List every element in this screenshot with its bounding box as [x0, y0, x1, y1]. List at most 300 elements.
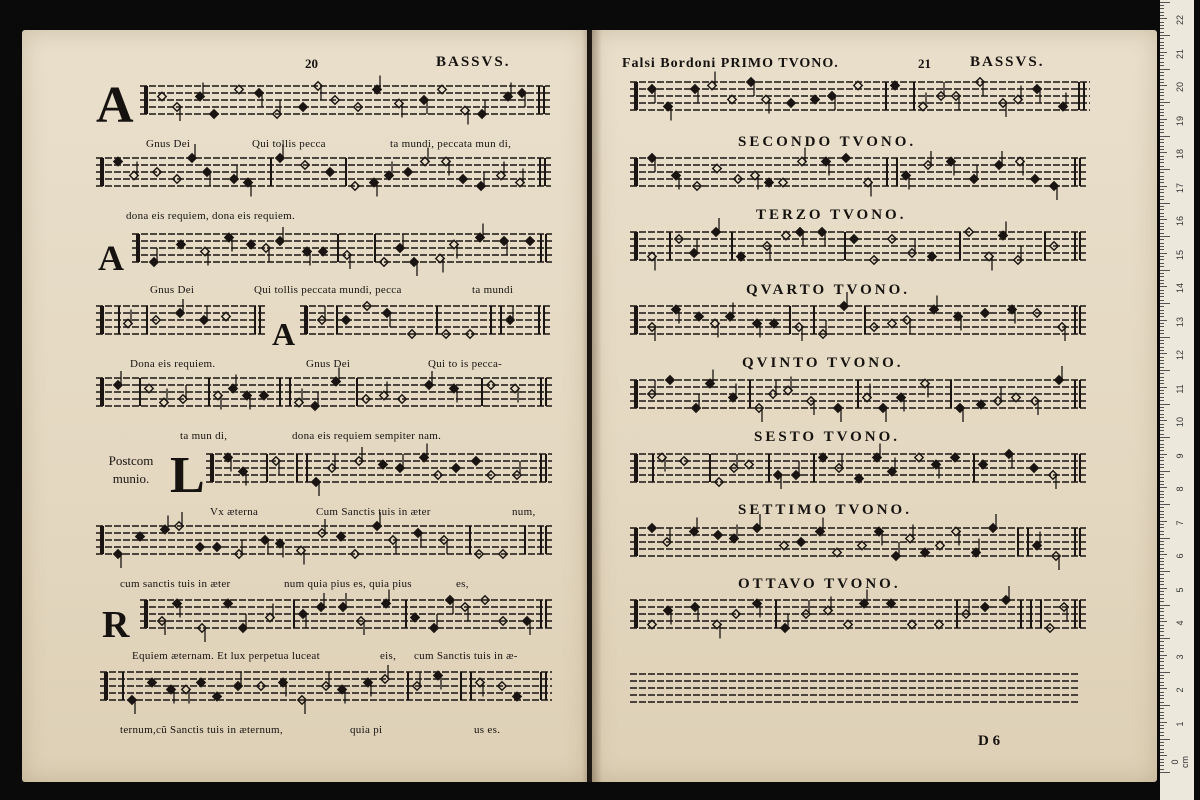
- ruler-tick: [1160, 504, 1170, 505]
- ruler-label: 7: [1175, 520, 1185, 526]
- music-staff: [630, 302, 1086, 344]
- ruler-minor-tick: [1160, 383, 1164, 384]
- ruler-minor-tick: [1160, 263, 1164, 264]
- ruler-minor-tick: [1160, 152, 1167, 153]
- ruler-tick: [1160, 136, 1170, 137]
- tone-heading: QVARTO TVONO.: [746, 282, 911, 298]
- ruler-minor-tick: [1160, 122, 1164, 123]
- ruler-minor-tick: [1160, 45, 1164, 46]
- ruler-minor-tick: [1160, 591, 1164, 592]
- ruler-minor-tick: [1160, 213, 1164, 214]
- ruler-minor-tick: [1160, 72, 1164, 73]
- ruler-minor-tick: [1160, 544, 1164, 545]
- ruler-label: 1: [1175, 721, 1185, 727]
- music-staff: [630, 524, 1086, 566]
- ruler-minor-tick: [1160, 578, 1164, 579]
- ruler-minor-tick: [1160, 397, 1164, 398]
- lyric-text: eis,: [380, 650, 397, 662]
- ruler-minor-tick: [1160, 296, 1164, 297]
- ruler-minor-tick: [1160, 28, 1164, 29]
- page-number-left: 20: [305, 56, 318, 71]
- ruler-minor-tick: [1160, 226, 1164, 227]
- ruler-label: 19: [1175, 115, 1185, 126]
- ruler-minor-tick: [1160, 551, 1164, 552]
- ruler-minor-tick: [1160, 380, 1164, 381]
- ruler-minor-tick: [1160, 373, 1164, 374]
- ruler-minor-tick: [1160, 219, 1167, 220]
- ruler-minor-tick: [1160, 749, 1164, 750]
- ruler-minor-tick: [1160, 755, 1167, 756]
- ruler-label: 8: [1175, 486, 1185, 492]
- ruler-minor-tick: [1160, 407, 1164, 408]
- ruler-tick: [1160, 672, 1170, 673]
- lyric-text: ta mundi, peccata mun di,: [390, 138, 512, 150]
- music-staff: [96, 154, 551, 196]
- ruler-minor-tick: [1160, 189, 1164, 190]
- ruler-minor-tick: [1160, 427, 1164, 428]
- ruler-minor-tick: [1160, 708, 1164, 709]
- ruler-minor-tick: [1160, 474, 1164, 475]
- lyric-text: ta mundi: [472, 284, 514, 296]
- lyric-text: es,: [456, 578, 469, 590]
- ruler-tick: [1160, 303, 1170, 304]
- ruler-minor-tick: [1160, 678, 1164, 679]
- ruler-label: 20: [1175, 82, 1185, 93]
- ruler-minor-tick: [1160, 55, 1164, 56]
- music-staff: [630, 228, 1086, 270]
- ruler-tick: [1160, 337, 1170, 338]
- ruler-minor-tick: [1160, 246, 1164, 247]
- ruler-minor-tick: [1160, 146, 1164, 147]
- ruler-minor-tick: [1160, 601, 1164, 602]
- ruler-minor-tick: [1160, 628, 1164, 629]
- ruler-minor-tick: [1160, 554, 1167, 555]
- ruler-minor-tick: [1160, 58, 1164, 59]
- ruler-minor-tick: [1160, 685, 1164, 686]
- lyric-text: num,: [512, 506, 536, 518]
- music-staff: [96, 522, 552, 564]
- ruler-minor-tick: [1160, 62, 1164, 63]
- ruler-minor-tick: [1160, 548, 1164, 549]
- ruler-minor-tick: [1160, 481, 1164, 482]
- ruler-tick: [1160, 102, 1170, 103]
- ruler-minor-tick: [1160, 477, 1164, 478]
- ruler-label: 4: [1175, 620, 1185, 626]
- music-staff: [630, 670, 1080, 712]
- ruler-minor-tick: [1160, 48, 1164, 49]
- running-head-left: BASSVS.: [436, 54, 511, 70]
- ruler-minor-tick: [1160, 534, 1164, 535]
- lyric-text: Gnus Dei: [146, 138, 191, 150]
- lyric-text: ta mun di,: [180, 430, 228, 442]
- ruler-minor-tick: [1160, 25, 1164, 26]
- ruler-minor-tick: [1160, 249, 1164, 250]
- measurement-ruler: [1160, 0, 1194, 800]
- ruler-minor-tick: [1160, 300, 1164, 301]
- running-head-right: BASSVS.: [970, 54, 1045, 70]
- ruler-minor-tick: [1160, 420, 1167, 421]
- music-staff: [630, 376, 1086, 418]
- ruler-minor-tick: [1160, 581, 1164, 582]
- ruler-minor-tick: [1160, 521, 1167, 522]
- ruler-minor-tick: [1160, 119, 1167, 120]
- ruler-minor-tick: [1160, 447, 1164, 448]
- lyric-text: cum Sanctis tuis in æ-: [414, 650, 518, 662]
- ruler-minor-tick: [1160, 166, 1164, 167]
- ruler-minor-tick: [1160, 229, 1164, 230]
- ruler-minor-tick: [1160, 38, 1164, 39]
- ruler-minor-tick: [1160, 390, 1164, 391]
- ruler-minor-tick: [1160, 186, 1167, 187]
- lyric-text: dona eis requiem sempiter nam.: [292, 430, 442, 442]
- ruler-minor-tick: [1160, 182, 1164, 183]
- ruler-label: 9: [1175, 453, 1185, 459]
- ruler-minor-tick: [1160, 286, 1167, 287]
- ruler-minor-tick: [1160, 172, 1164, 173]
- ruler-minor-tick: [1160, 598, 1164, 599]
- ruler-minor-tick: [1160, 497, 1164, 498]
- ruler-minor-tick: [1160, 179, 1164, 180]
- ruler-minor-tick: [1160, 625, 1164, 626]
- ruler-minor-tick: [1160, 18, 1167, 19]
- ruler-minor-tick: [1160, 326, 1164, 327]
- lyric-text: Gnus Dei: [150, 284, 195, 296]
- ruler-minor-tick: [1160, 722, 1167, 723]
- ruler-minor-tick: [1160, 661, 1164, 662]
- ruler-minor-tick: [1160, 82, 1164, 83]
- ruler-minor-tick: [1160, 280, 1164, 281]
- ruler-tick: [1160, 35, 1170, 36]
- music-staff: [96, 302, 266, 344]
- ruler-minor-tick: [1160, 487, 1167, 488]
- ruler-minor-tick: [1160, 239, 1164, 240]
- lyric-text: cum sanctis tuis in æter: [120, 578, 231, 590]
- ruler-minor-tick: [1160, 531, 1164, 532]
- lyric-text: Vx æterna: [210, 506, 259, 518]
- ruler-tick: [1160, 605, 1170, 606]
- lyric-text: Cum Sanctis tuis in æter: [316, 506, 431, 518]
- ruler-minor-tick: [1160, 594, 1164, 595]
- ruler-minor-tick: [1160, 357, 1164, 358]
- ruler-tick: [1160, 69, 1170, 70]
- ruler-minor-tick: [1160, 645, 1164, 646]
- ruler-minor-tick: [1160, 253, 1167, 254]
- ruler-minor-tick: [1160, 588, 1167, 589]
- tone-heading: TERZO TVONO.: [756, 207, 907, 223]
- ruler-minor-tick: [1160, 641, 1164, 642]
- ruler-minor-tick: [1160, 702, 1164, 703]
- ruler-minor-tick: [1160, 735, 1164, 736]
- ruler-minor-tick: [1160, 320, 1167, 321]
- ruler-minor-tick: [1160, 732, 1164, 733]
- ruler-minor-tick: [1160, 353, 1167, 354]
- ruler-label: 22: [1175, 15, 1185, 26]
- ruler-tick: [1160, 236, 1170, 237]
- ruler-minor-tick: [1160, 92, 1164, 93]
- initial-letter: A: [272, 316, 296, 352]
- ruler-minor-tick: [1160, 450, 1164, 451]
- ruler-minor-tick: [1160, 584, 1164, 585]
- ruler-minor-tick: [1160, 460, 1164, 461]
- ruler-minor-tick: [1160, 417, 1164, 418]
- ruler-minor-tick: [1160, 196, 1164, 197]
- ruler-tick: [1160, 370, 1170, 371]
- ruler-minor-tick: [1160, 507, 1164, 508]
- ruler-minor-tick: [1160, 216, 1164, 217]
- ruler-minor-tick: [1160, 712, 1164, 713]
- ruler-label: 3: [1175, 654, 1185, 660]
- lyric-text: ternum,cũ Sanctis tuis in æternum,: [120, 724, 283, 736]
- ruler-tick: [1160, 705, 1170, 706]
- ruler-minor-tick: [1160, 12, 1164, 13]
- ruler-minor-tick: [1160, 5, 1164, 6]
- ruler-tick: [1160, 471, 1170, 472]
- ruler-minor-tick: [1160, 290, 1164, 291]
- ruler-tick: [1160, 2, 1170, 3]
- ruler-minor-tick: [1160, 621, 1167, 622]
- ruler-minor-tick: [1160, 514, 1164, 515]
- ruler-tick: [1160, 404, 1170, 405]
- ruler-minor-tick: [1160, 159, 1164, 160]
- ruler-minor-tick: [1160, 444, 1164, 445]
- ruler-minor-tick: [1160, 524, 1164, 525]
- ruler-minor-tick: [1160, 655, 1167, 656]
- ruler-minor-tick: [1160, 223, 1164, 224]
- ruler-minor-tick: [1160, 618, 1164, 619]
- ruler-minor-tick: [1160, 454, 1167, 455]
- music-staff: [300, 302, 550, 344]
- ruler-minor-tick: [1160, 574, 1164, 575]
- ruler-minor-tick: [1160, 276, 1164, 277]
- lyric-text: Qui tollis peccata mundi, pecca: [254, 284, 402, 296]
- music-staff: [96, 374, 552, 416]
- lyric-text: Gnus Dei: [306, 358, 351, 370]
- ruler-minor-tick: [1160, 611, 1164, 612]
- ruler-minor-tick: [1160, 651, 1164, 652]
- lyric-text: quia pi: [350, 724, 383, 736]
- ruler-minor-tick: [1160, 393, 1164, 394]
- ruler-minor-tick: [1160, 259, 1164, 260]
- ruler-minor-tick: [1160, 105, 1164, 106]
- ruler-minor-tick: [1160, 109, 1164, 110]
- ruler-minor-tick: [1160, 206, 1164, 207]
- ruler-minor-tick: [1160, 484, 1164, 485]
- ruler-minor-tick: [1160, 692, 1164, 693]
- ruler-minor-tick: [1160, 125, 1164, 126]
- ruler-minor-tick: [1160, 323, 1164, 324]
- lyric-text: num quia pius es, quia pius: [284, 578, 412, 590]
- ruler-minor-tick: [1160, 42, 1164, 43]
- ruler-minor-tick: [1160, 32, 1164, 33]
- ruler-minor-tick: [1160, 360, 1164, 361]
- ruler-minor-tick: [1160, 631, 1164, 632]
- ruler-tick: [1160, 571, 1170, 572]
- ruler-minor-tick: [1160, 517, 1164, 518]
- ruler-minor-tick: [1160, 414, 1164, 415]
- ruler-minor-tick: [1160, 762, 1164, 763]
- ruler-minor-tick: [1160, 675, 1164, 676]
- music-staff: [140, 596, 552, 638]
- music-staff: [140, 82, 550, 124]
- ruler-minor-tick: [1160, 527, 1164, 528]
- tone-heading: SETTIMO TVONO.: [738, 502, 912, 518]
- ruler-minor-tick: [1160, 745, 1164, 746]
- ruler-minor-tick: [1160, 129, 1164, 130]
- ruler-minor-tick: [1160, 95, 1164, 96]
- ruler-minor-tick: [1160, 273, 1164, 274]
- lyric-text: dona eis requiem, dona eis requiem.: [126, 210, 296, 222]
- music-staff: [132, 230, 552, 272]
- ruler-minor-tick: [1160, 8, 1164, 9]
- ruler-tick: [1160, 638, 1170, 639]
- ruler-minor-tick: [1160, 156, 1164, 157]
- ruler-minor-tick: [1160, 243, 1164, 244]
- ruler-minor-tick: [1160, 501, 1164, 502]
- ruler-minor-tick: [1160, 718, 1164, 719]
- ruler-minor-tick: [1160, 363, 1164, 364]
- ruler-minor-tick: [1160, 467, 1164, 468]
- ruler-minor-tick: [1160, 85, 1167, 86]
- ruler-minor-tick: [1160, 769, 1164, 770]
- ruler-minor-tick: [1160, 132, 1164, 133]
- ruler-minor-tick: [1160, 343, 1164, 344]
- ruler-minor-tick: [1160, 283, 1164, 284]
- ruler-minor-tick: [1160, 367, 1164, 368]
- ruler-tick: [1160, 437, 1170, 438]
- lyric-text: Equiem æternam. Et lux perpetua luceat: [132, 650, 320, 662]
- lyric-text: Qui tollis pecca: [252, 138, 326, 150]
- ruler-label: 6: [1175, 553, 1185, 559]
- ruler-minor-tick: [1160, 765, 1164, 766]
- lyric-text: Qui to is pecca-: [428, 358, 503, 370]
- ruler-minor-tick: [1160, 347, 1164, 348]
- ruler-tick: [1160, 772, 1170, 773]
- ruler-minor-tick: [1160, 752, 1164, 753]
- ruler-minor-tick: [1160, 89, 1164, 90]
- tone-heading: QVINTO TVONO.: [742, 355, 904, 371]
- ruler-label: 13: [1175, 316, 1185, 327]
- ruler-minor-tick: [1160, 142, 1164, 143]
- ruler-minor-tick: [1160, 434, 1164, 435]
- ruler-label: 0 cm: [1170, 756, 1190, 768]
- ruler-minor-tick: [1160, 608, 1164, 609]
- ruler-minor-tick: [1160, 79, 1164, 80]
- ruler-tick: [1160, 270, 1170, 271]
- ruler-minor-tick: [1160, 149, 1164, 150]
- ruler-minor-tick: [1160, 316, 1164, 317]
- ruler-minor-tick: [1160, 350, 1164, 351]
- ruler-label: 5: [1175, 587, 1185, 593]
- ruler-tick: [1160, 203, 1170, 204]
- ruler-minor-tick: [1160, 99, 1164, 100]
- ruler-minor-tick: [1160, 668, 1164, 669]
- ruler-minor-tick: [1160, 682, 1164, 683]
- ruler-minor-tick: [1160, 491, 1164, 492]
- ruler-minor-tick: [1160, 494, 1164, 495]
- music-staff: [630, 154, 1086, 196]
- ruler-tick: [1160, 538, 1170, 539]
- ruler-minor-tick: [1160, 377, 1164, 378]
- ruler-label: 12: [1175, 350, 1185, 361]
- ruler-minor-tick: [1160, 293, 1164, 294]
- lyric-text: us es.: [474, 724, 501, 736]
- ruler-minor-tick: [1160, 233, 1164, 234]
- postcommunio-label: Postcom munio.: [108, 453, 154, 486]
- ruler-tick: [1160, 739, 1170, 740]
- ruler-minor-tick: [1160, 313, 1164, 314]
- ruler-minor-tick: [1160, 635, 1164, 636]
- ruler-minor-tick: [1160, 457, 1164, 458]
- ruler-minor-tick: [1160, 658, 1164, 659]
- ruler-label: 15: [1175, 249, 1185, 260]
- ruler-minor-tick: [1160, 306, 1164, 307]
- tone-heading: SECONDO TVONO.: [738, 134, 917, 150]
- ruler-minor-tick: [1160, 112, 1164, 113]
- ruler-minor-tick: [1160, 440, 1164, 441]
- ruler-label: 10: [1175, 417, 1185, 428]
- right-page-header: Falsi Bordoni PRIMO TVONO.: [622, 56, 839, 71]
- ruler-minor-tick: [1160, 695, 1164, 696]
- ruler-label: 2: [1175, 687, 1185, 693]
- ruler-minor-tick: [1160, 615, 1164, 616]
- ruler-minor-tick: [1160, 340, 1164, 341]
- ruler-minor-tick: [1160, 400, 1164, 401]
- ruler-minor-tick: [1160, 665, 1164, 666]
- ruler-label: 21: [1175, 48, 1185, 59]
- ruler-label: 18: [1175, 149, 1185, 160]
- ruler-minor-tick: [1160, 162, 1164, 163]
- ruler-label: 16: [1175, 216, 1185, 227]
- ruler-minor-tick: [1160, 209, 1164, 210]
- ruler-minor-tick: [1160, 561, 1164, 562]
- ruler-label: 11: [1175, 383, 1185, 394]
- ruler-minor-tick: [1160, 541, 1164, 542]
- tone-heading: OTTAVO TVONO.: [738, 576, 901, 592]
- ruler-minor-tick: [1160, 256, 1164, 257]
- ruler-minor-tick: [1160, 192, 1164, 193]
- ruler-minor-tick: [1160, 387, 1167, 388]
- ruler-minor-tick: [1160, 464, 1164, 465]
- ruler-minor-tick: [1160, 511, 1164, 512]
- ruler-minor-tick: [1160, 333, 1164, 334]
- signature-mark: D 6: [978, 733, 1001, 749]
- ruler-minor-tick: [1160, 75, 1164, 76]
- ruler-minor-tick: [1160, 266, 1164, 267]
- ruler-minor-tick: [1160, 330, 1164, 331]
- ruler-minor-tick: [1160, 568, 1164, 569]
- ruler-minor-tick: [1160, 728, 1164, 729]
- page-number-right: 21: [918, 56, 931, 71]
- ruler-label: 17: [1175, 182, 1185, 193]
- initial-letter: A: [96, 77, 134, 134]
- ruler-minor-tick: [1160, 22, 1164, 23]
- music-staff: [630, 450, 1086, 492]
- ruler-minor-tick: [1160, 759, 1164, 760]
- ruler-minor-tick: [1160, 715, 1164, 716]
- ruler-minor-tick: [1160, 648, 1164, 649]
- ruler-minor-tick: [1160, 410, 1164, 411]
- tone-heading: SESTO TVONO.: [754, 429, 901, 445]
- gutter: [582, 30, 602, 782]
- music-staff: [630, 78, 1090, 120]
- ruler-minor-tick: [1160, 688, 1167, 689]
- ruler-minor-tick: [1160, 139, 1164, 140]
- initial-letter: L: [170, 447, 205, 504]
- ruler-minor-tick: [1160, 176, 1164, 177]
- ruler-minor-tick: [1160, 115, 1164, 116]
- ruler-minor-tick: [1160, 742, 1164, 743]
- ruler-minor-tick: [1160, 52, 1167, 53]
